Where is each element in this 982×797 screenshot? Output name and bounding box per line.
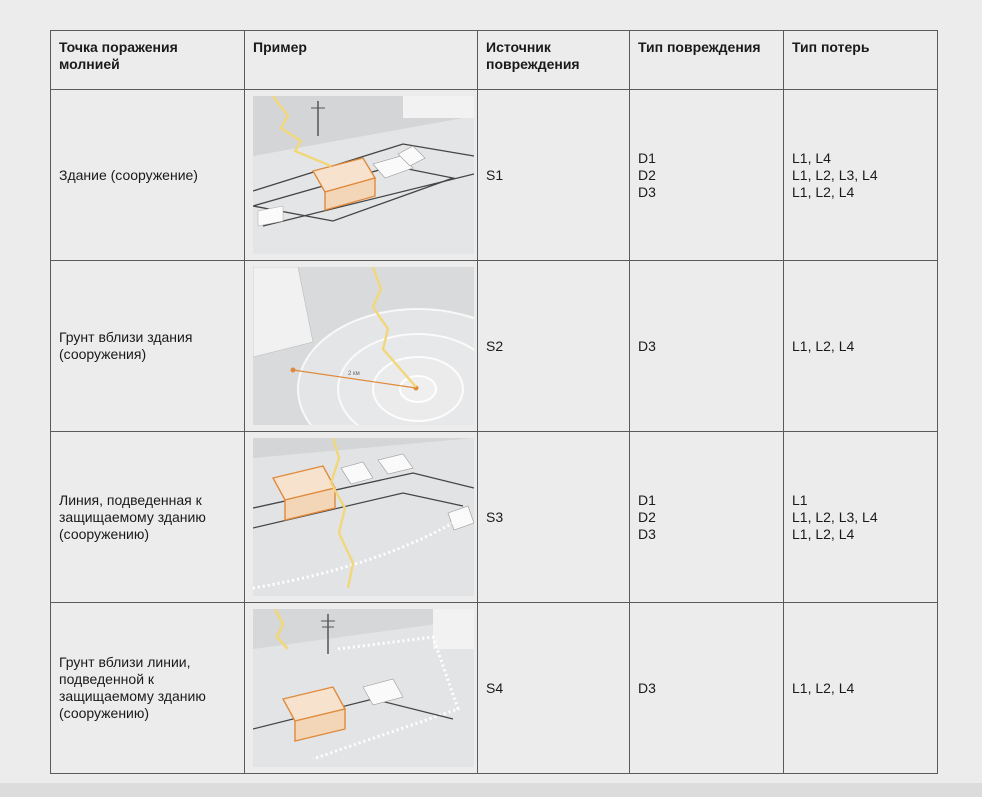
header-row <box>51 31 938 90</box>
source-cell: S2 <box>478 261 630 432</box>
header-loss-type: Тип потерь <box>784 31 938 90</box>
loss-type-cell: L1 L1, L2, L3, L4 L1, L2, L4 <box>784 432 938 603</box>
damage-type-cell: D3 <box>630 603 784 774</box>
header-damage-type: Тип повреждения <box>630 31 784 90</box>
damage-type-cell: D1 D2 D3 <box>630 90 784 261</box>
example-image-ground-near-building <box>253 267 474 425</box>
loss-type-cell: L1, L2, L4 <box>784 261 938 432</box>
example-image-ground-near-line <box>253 609 474 767</box>
distance-label: 2 км <box>348 371 360 377</box>
damage-type-cell: D1 D2 D3 <box>630 432 784 603</box>
header-source: Источник повреждения <box>478 31 630 90</box>
strike-point-cell: Грунт вблизи здания (сооружения) <box>51 261 245 432</box>
strike-point-cell: Грунт вблизи линии, подведенной к защищаемому зданию (сооружению) <box>51 603 245 774</box>
header-strike-point: Точка поражения молнией <box>51 31 245 90</box>
source-cell: S4 <box>478 603 630 774</box>
strike-point-cell: Здание (сооружение) <box>51 90 245 261</box>
table-row <box>51 261 938 432</box>
source-cell: S3 <box>478 432 630 603</box>
lightning-damage-table <box>50 30 938 774</box>
source-cell: S1 <box>478 90 630 261</box>
bottom-band <box>0 783 982 797</box>
loss-type-cell: L1, L4 L1, L2, L3, L4 L1, L2, L4 <box>784 90 938 261</box>
example-image-line-strike <box>253 438 474 596</box>
example-image-building-strike <box>253 96 474 254</box>
table-row <box>51 603 938 774</box>
strike-point-cell: Линия, подведенная к защищаемому зданию (сооружению) <box>51 432 245 603</box>
table-row <box>51 432 938 603</box>
loss-type-cell: L1, L2, L4 <box>784 603 938 774</box>
damage-type-cell: D3 <box>630 261 784 432</box>
header-example: Пример <box>245 31 478 90</box>
table-row <box>51 90 938 261</box>
